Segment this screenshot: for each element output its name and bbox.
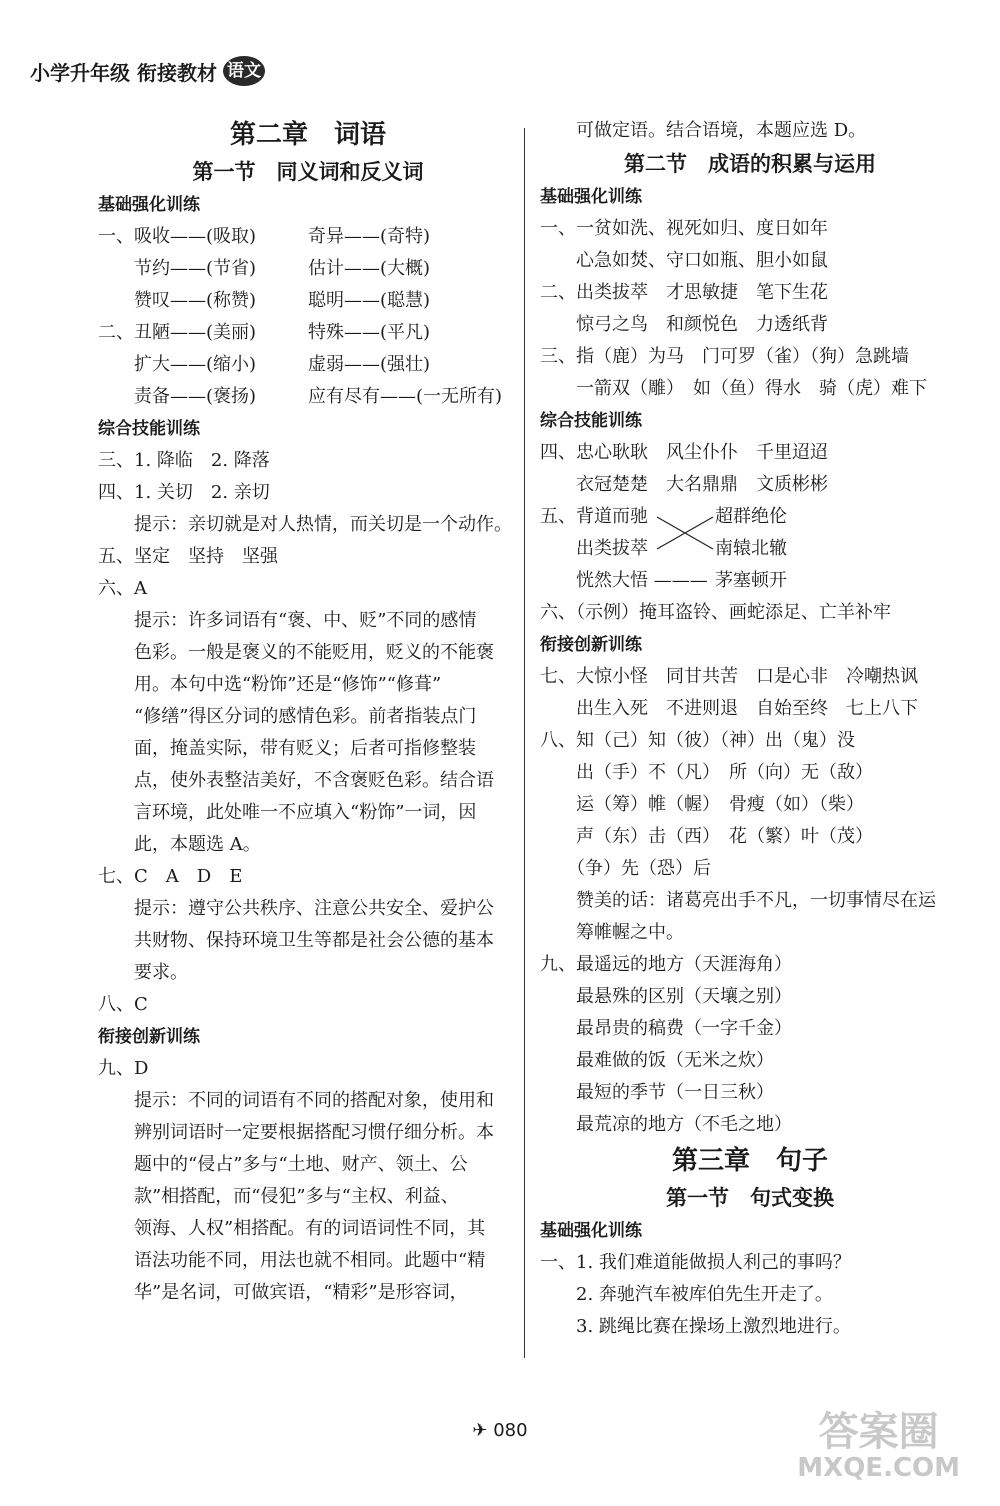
answer-line: 九、D	[98, 1058, 149, 1079]
answer-line: 最难做的饭（无米之炊）	[540, 1050, 774, 1071]
subheading: 基础强化训练	[98, 195, 200, 215]
subheading: 衔接创新训练	[540, 635, 642, 655]
column-divider	[524, 128, 525, 1358]
answer-line: 提示：许多词语有“褒、中、贬”不同的感情	[98, 610, 477, 631]
answer-line: 一、一贫如洗、视死如归、度日如年	[540, 218, 828, 239]
answer-line: 四、忠心耿耿 风尘仆仆 千里迢迢	[540, 442, 828, 463]
match-right-2: 南辕北辙	[715, 538, 787, 559]
word-pair: 节约——(节省)	[98, 258, 257, 279]
match-left-1: 五、背道而驰	[540, 506, 648, 527]
answer-block	[540, 1247, 960, 1343]
page-number: 080	[493, 1420, 528, 1441]
answer-line: 运（筹）帷（幄） 骨瘦（如）（柴）	[540, 794, 864, 815]
subheading: 综合技能训练	[98, 419, 200, 439]
section-title: 第一节 同义词和反义词	[192, 160, 424, 184]
word-pair: 虚弱——(强壮)	[308, 354, 431, 375]
answer-line: 辨别词语时一定要根据搭配习惯仔细分析。本	[98, 1122, 494, 1143]
answer-line: 用。本句中选“粉饰”还是“修饰”“修葺”	[98, 674, 442, 695]
answer-line: 四、1. 关切 2. 亲切	[98, 482, 270, 503]
word-pair: 聪明——(聪慧)	[308, 290, 431, 311]
answer-line: （争）先（恐）后	[540, 858, 711, 879]
answer-line: 五、坚定 坚持 坚强	[98, 546, 278, 567]
answer-line: 华”是名词，可做宾语，“精彩”是形容词，	[98, 1282, 468, 1303]
bird-icon: ✈	[472, 1420, 494, 1441]
answer-line: 八、知（己）知（彼）（神）出（鬼）没	[540, 730, 855, 751]
answer-block	[98, 1053, 518, 1309]
answer-line: 题中的“侵占”多与“土地、财产、领土、公	[98, 1154, 468, 1175]
answer-line: 点，使外表整洁美好，不含褒贬色彩。结合语	[98, 770, 494, 791]
answer-line: 衣冠楚楚 大名鼎鼎 文质彬彬	[540, 474, 828, 495]
answer-line: 可做定语。结合语境，本题应选 D。	[540, 120, 867, 141]
answer-line: 提示：遵守公共秩序、注意公共安全、爱护公	[98, 898, 494, 919]
answer-line: 出生入死 不进则退 自始至终 七上八下	[540, 698, 918, 719]
answer-line: 面，掩盖实际，带有贬义；后者可指修整装	[98, 738, 476, 759]
answer-line: 六、（示例）掩耳盗铃、画蛇添足、亡羊补牢	[540, 602, 891, 623]
chapter-title: 第二章 词语	[229, 120, 386, 150]
answer-block	[540, 661, 960, 1141]
match-left-3: 恍然大悟 ———	[540, 570, 708, 591]
answer-line: 最荒凉的地方（不毛之地）	[540, 1114, 792, 1135]
answer-line: 筹帷幄之中。	[540, 922, 684, 943]
answer-line: 色彩。一般是褒义的不能贬用，贬义的不能褒	[98, 642, 494, 663]
answer-line: 共财物、保持环境卫生等都是社会公德的基本	[98, 930, 494, 951]
subject-badge: 语文	[223, 56, 265, 86]
word-pair: 一、吸收——(吸取)	[98, 226, 257, 247]
answer-line: 要求。	[98, 962, 188, 983]
section-title: 第二节 成语的积累与运用	[624, 152, 876, 176]
matching-exercise	[540, 501, 960, 597]
answer-line: 2. 奔驰汽车被库伯先生开走了。	[540, 1284, 833, 1305]
word-pair-row	[98, 253, 518, 285]
answer-line: 款”相搭配，而“侵犯”多与“主权、利益、	[98, 1186, 459, 1207]
match-right-1: 超群绝伦	[715, 506, 787, 527]
subheading: 基础强化训练	[540, 187, 642, 207]
subheading: 基础强化训练	[540, 1221, 642, 1241]
word-pair-row	[98, 381, 518, 413]
word-pair-row	[98, 317, 518, 349]
watermark	[797, 1410, 960, 1482]
subheading: 综合技能训练	[540, 411, 642, 431]
watermark-title: 答案圈	[818, 1409, 939, 1455]
answer-line: 声（东）击（西） 花（繁）叶（茂）	[540, 826, 873, 847]
book-title: 小学升年级 衔接教材	[30, 60, 217, 85]
chapter-title: 第三章 句子	[671, 1146, 828, 1176]
answer-line: 3. 跳绳比赛在操场上激烈地进行。	[540, 1316, 851, 1337]
book-header	[30, 56, 265, 86]
left-column	[98, 115, 518, 1309]
answer-line: 提示：亲切就是对人热情，而关切是一个动作。	[98, 514, 512, 535]
word-pair: 应有尽有——(一无所有)	[308, 386, 503, 407]
answer-line: 领海、人权”相搭配。有的词语词性不同，其	[98, 1218, 486, 1239]
subheading: 衔接创新训练	[98, 1027, 200, 1047]
word-pair: 扩大——(缩小)	[98, 354, 257, 375]
answer-line: 七、大惊小怪 同甘共苦 口是心非 冷嘲热讽	[540, 666, 918, 687]
answer-block	[540, 437, 960, 501]
word-pair-row	[98, 349, 518, 381]
answer-line: 最短的季节（一日三秋）	[540, 1082, 774, 1103]
answer-line: 三、指（鹿）为马 门可罗（雀）（狗）急跳墙	[540, 346, 909, 367]
answer-line: 赞美的话：诸葛亮出手不凡，一切事情尽在运	[540, 890, 936, 911]
match-left-2: 出类拔萃	[540, 538, 648, 559]
word-pair: 责备——(褒扬)	[98, 386, 257, 407]
answer-line: 出（手）不（凡） 所（向）无（敌）	[540, 762, 873, 783]
match-right-3: 茅塞顿开	[715, 570, 787, 591]
section-title: 第一节 句式变换	[666, 1186, 834, 1210]
answer-block	[540, 213, 960, 405]
word-pair: 赞叹——(称赞)	[98, 290, 257, 311]
answer-line: 一、1. 我们难道能做损人利己的事吗？	[540, 1252, 851, 1273]
answer-line: 惊弓之鸟 和颜悦色 力透纸背	[540, 314, 828, 335]
word-pair-row	[98, 285, 518, 317]
word-pair: 二、丑陋——(美丽)	[98, 322, 257, 343]
answer-line: 二、出类拔萃 才思敏捷 笔下生花	[540, 282, 828, 303]
answer-line: “修缮”得区分词的感情色彩。前者指装点门	[98, 706, 477, 727]
answer-line: 最悬殊的区别（天壤之别）	[540, 986, 792, 1007]
answer-line: 心急如焚、守口如瓶、胆小如鼠	[540, 250, 828, 271]
word-pair: 估计——(大概)	[308, 258, 431, 279]
answer-line: 提示：不同的词语有不同的搭配对象，使用和	[98, 1090, 494, 1111]
answer-line: 九、最遥远的地方（天涯海角）	[540, 954, 792, 975]
answer-line: 最昂贵的稿费（一字千金）	[540, 1018, 792, 1039]
answer-line: 语法功能不同，用法也就不相同。此题中“精	[98, 1250, 486, 1271]
answer-line: 一箭双（雕） 如（鱼）得水 骑（虎）难下	[540, 378, 927, 399]
answer-line: 七、C A D E	[98, 866, 243, 887]
answer-line: 六、A	[98, 578, 147, 599]
word-pair-row	[98, 221, 518, 253]
word-pair: 特殊——(平凡)	[308, 322, 431, 343]
answer-line: 三、1. 降临 2. 降落	[98, 450, 270, 471]
answer-line: 言环境，此处唯一不应填入“粉饰”一词，因	[98, 802, 477, 823]
synonym-pairs	[98, 221, 518, 413]
answer-line: 八、C	[98, 994, 148, 1015]
cross-lines	[655, 501, 715, 565]
word-pair: 奇异——(奇特)	[308, 226, 431, 247]
right-column	[540, 115, 960, 1343]
answer-block	[98, 445, 518, 1021]
watermark-url: MXQE.COM	[797, 1453, 960, 1483]
answer-line: 此，本题选 A。	[98, 834, 261, 855]
